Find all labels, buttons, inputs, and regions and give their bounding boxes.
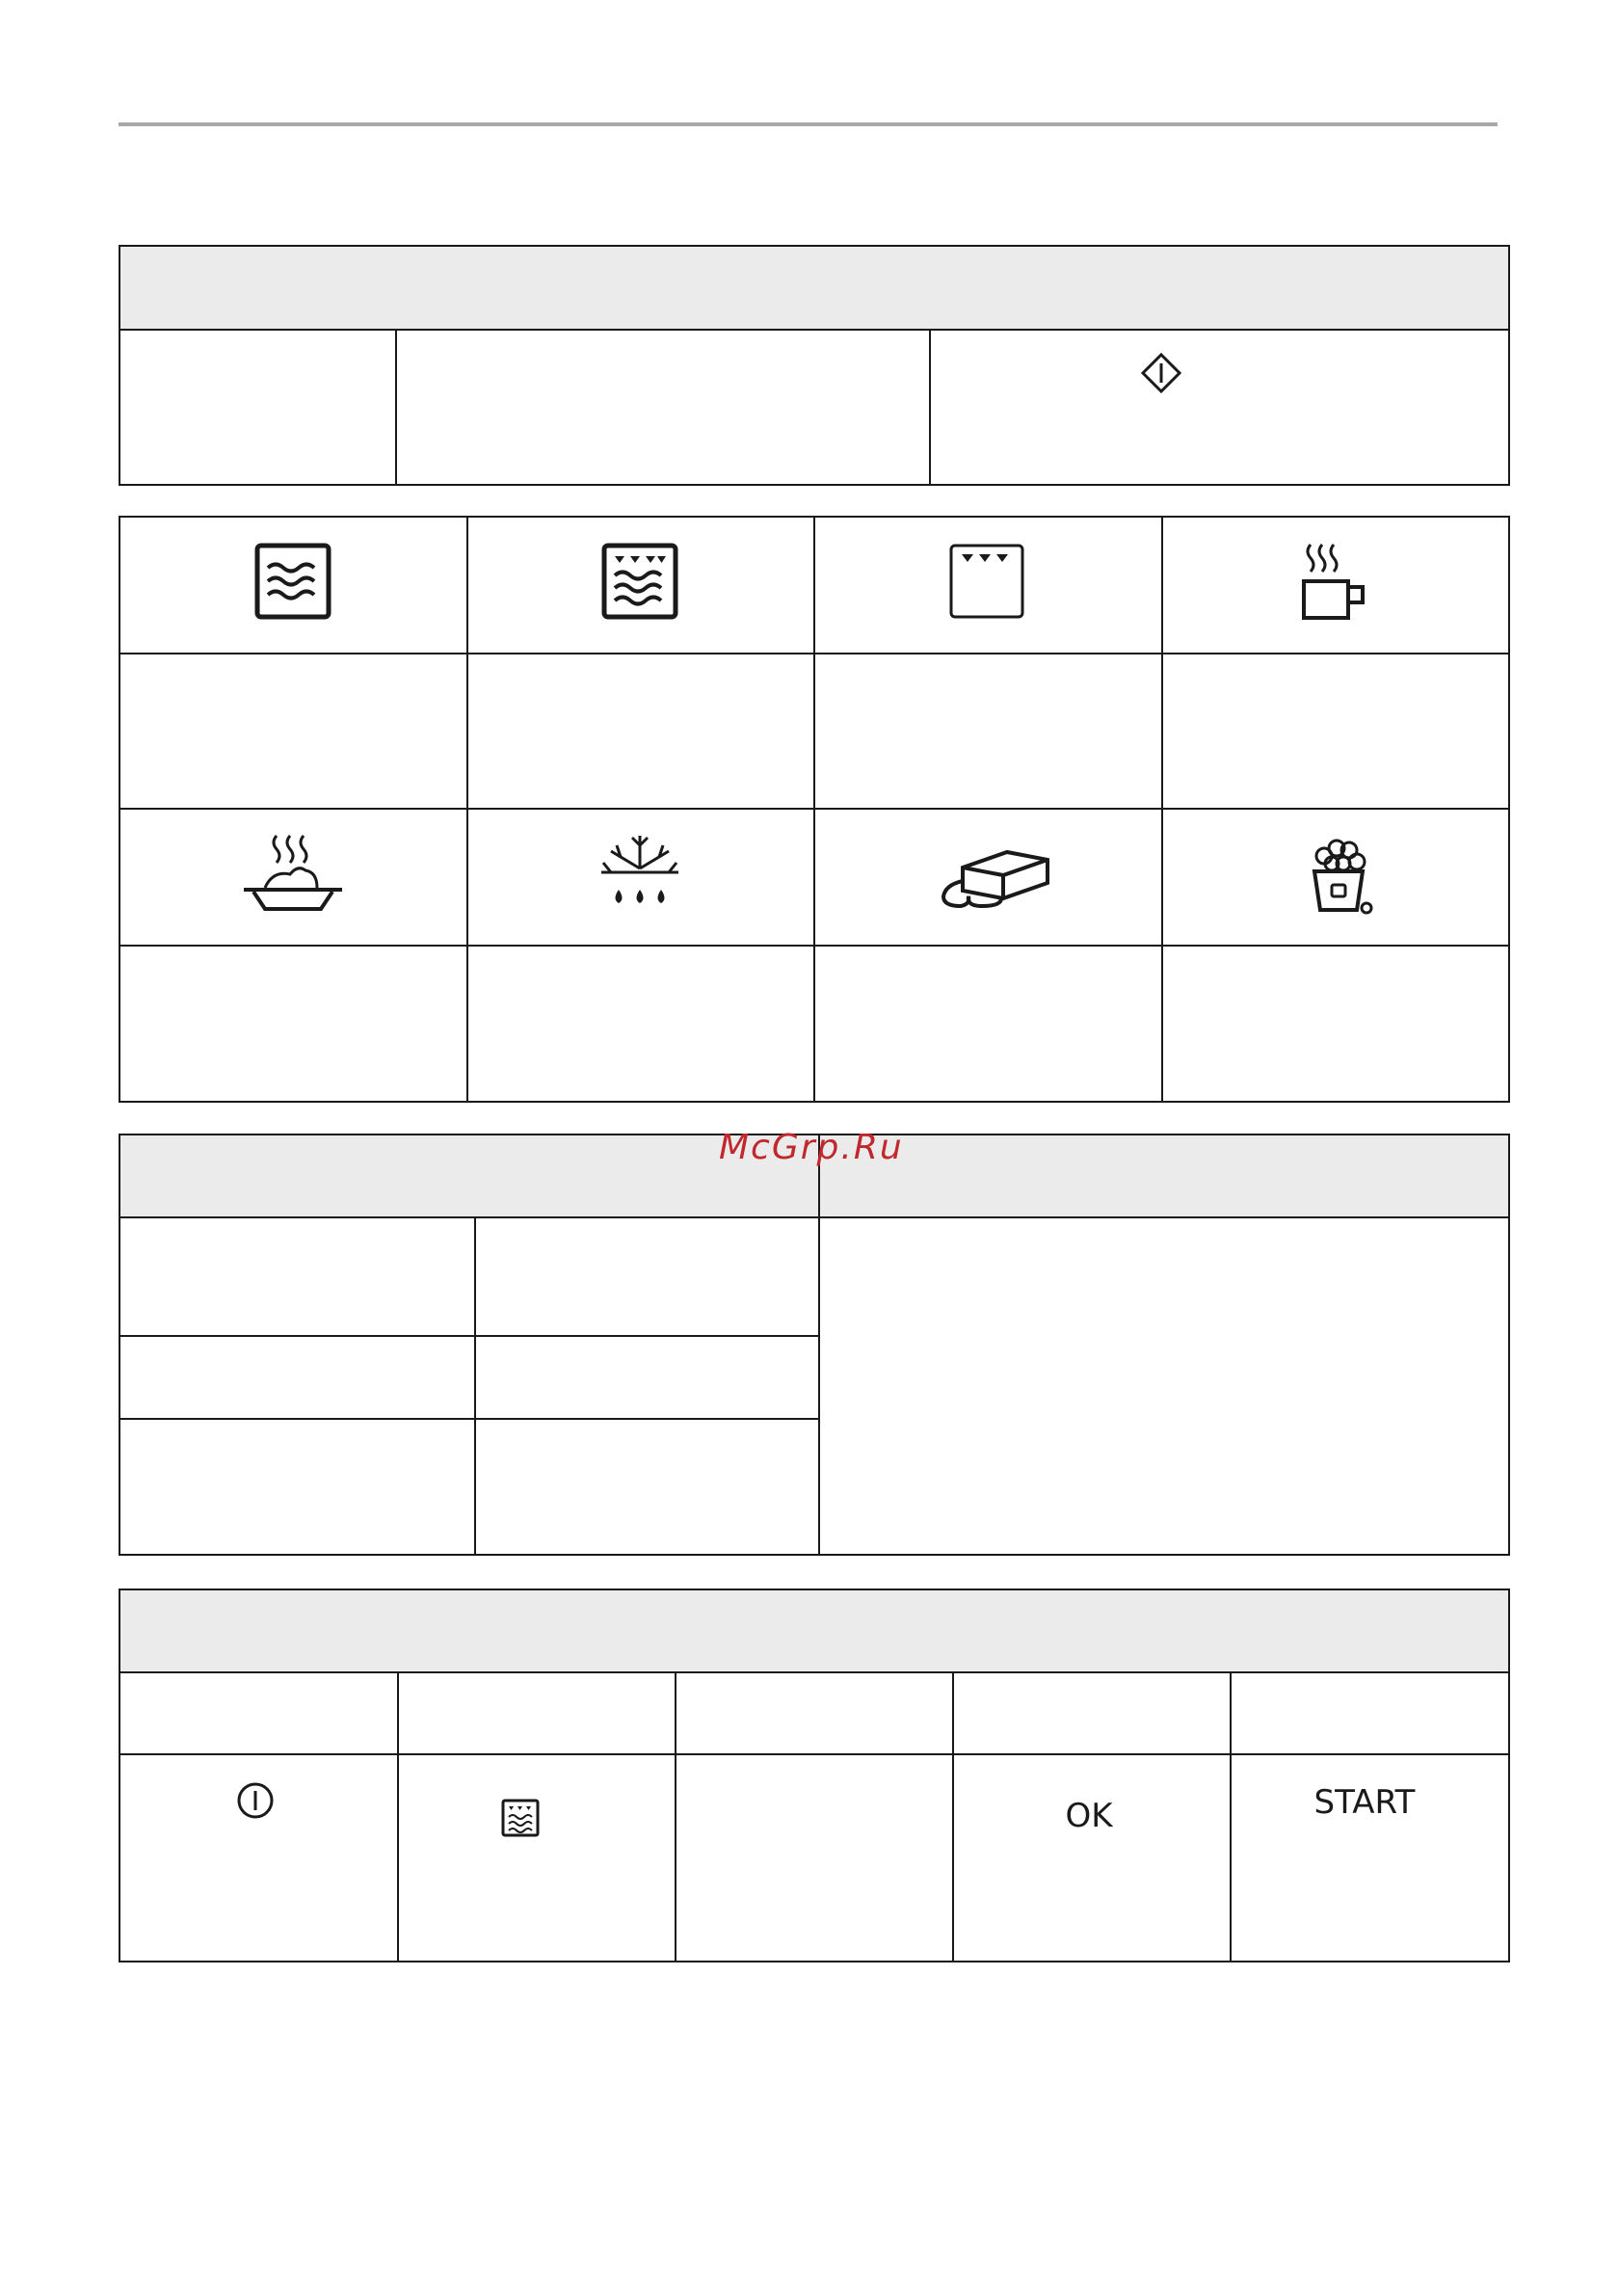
- table-2-col-divider-2: [813, 516, 815, 1103]
- start-diamond-icon: [1141, 353, 1181, 393]
- table-1-border: [119, 245, 1510, 486]
- ok-button-label: OK: [1065, 1797, 1113, 1835]
- power-on-off-icon: [236, 1781, 275, 1820]
- top-rule: [119, 122, 1498, 126]
- melt-butter-icon: [940, 839, 1051, 918]
- table-3-header-divider: [119, 1216, 1510, 1218]
- table-3-row-divider-2: [119, 1418, 820, 1420]
- table-4-border: [119, 1589, 1510, 1962]
- table-3-border: [119, 1134, 1510, 1556]
- table-4-col-divider-1: [397, 1671, 399, 1962]
- table-1-header-divider: [119, 329, 1510, 331]
- microwave-waves-icon: [254, 543, 332, 620]
- table-2-col-divider-1: [466, 516, 468, 1103]
- table-3-col-divider-main: [818, 1134, 820, 1556]
- table-3-col-divider-left: [474, 1216, 476, 1556]
- table-1-col-divider-1: [395, 329, 397, 486]
- table-4-col-divider-4: [1230, 1671, 1232, 1962]
- defrost-icon: [597, 834, 682, 917]
- reheat-dish-icon: [242, 834, 344, 917]
- table-2-col-divider-3: [1161, 516, 1163, 1103]
- popcorn-icon: [1311, 837, 1374, 920]
- start-button-label: START: [1313, 1783, 1416, 1822]
- watermark: McGrp.Ru: [719, 1128, 904, 1167]
- microwave-grill-icon: [601, 543, 678, 620]
- table-1-col-divider-2: [929, 329, 931, 486]
- hot-drink-icon: [1301, 543, 1368, 622]
- microwave-small-icon: [501, 1799, 540, 1837]
- grill-icon: [948, 543, 1025, 620]
- table-4-col-divider-3: [952, 1671, 954, 1962]
- table-4-col-divider-2: [675, 1671, 676, 1962]
- table-4-header-divider: [119, 1671, 1510, 1673]
- table-3-row-divider-1: [119, 1335, 820, 1337]
- table-4-row-divider: [119, 1753, 1510, 1755]
